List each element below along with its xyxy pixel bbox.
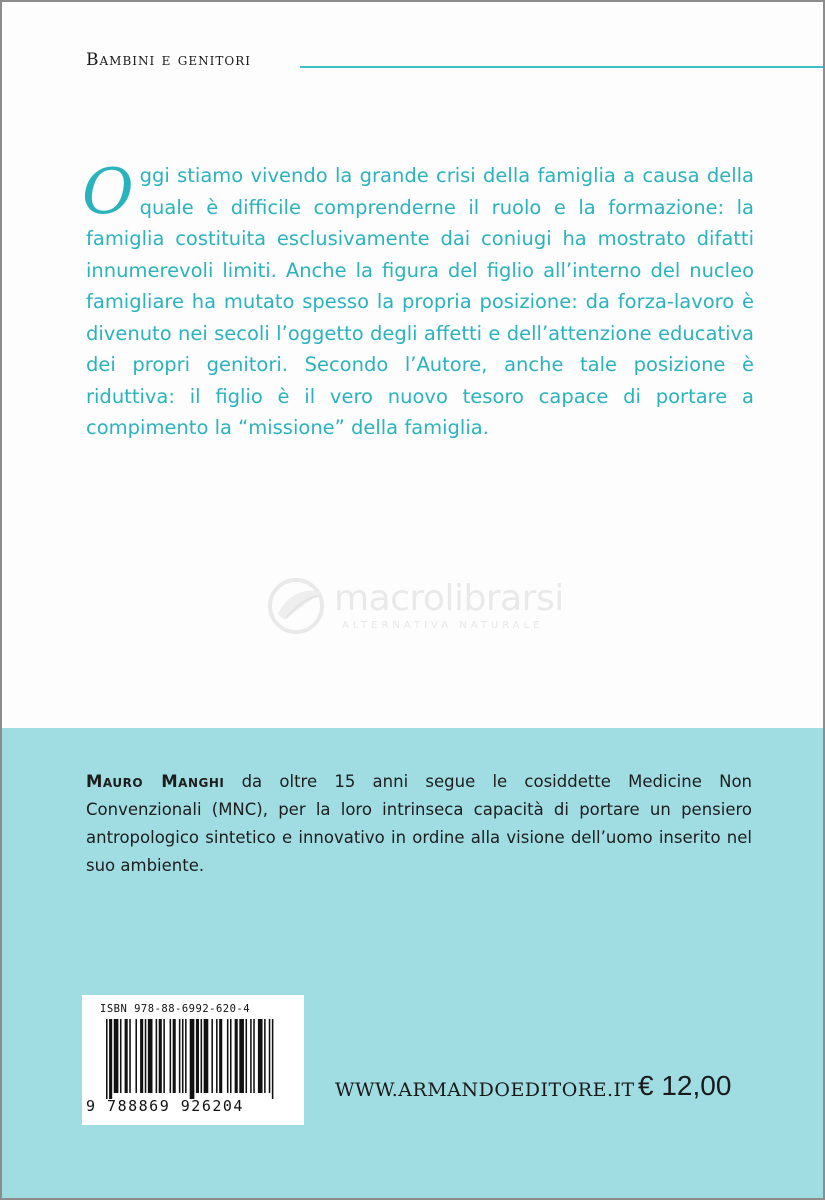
barcode-bar xyxy=(148,1019,153,1093)
barcode-bar xyxy=(239,1019,244,1093)
barcode-bar xyxy=(258,1019,263,1093)
drop-cap: O xyxy=(82,155,134,228)
barcode-bar xyxy=(272,1019,274,1099)
watermark-tagline: ALTERNATIVA NATURALE xyxy=(342,620,544,631)
barcode-bar xyxy=(216,1019,218,1093)
barcode-bar xyxy=(185,1019,187,1093)
barcode-bar xyxy=(163,1019,165,1093)
watermark-name: macrolibrarsi xyxy=(334,578,564,619)
barcode-bar xyxy=(182,1019,184,1093)
barcode-bar xyxy=(201,1019,203,1093)
barcode-bar xyxy=(227,1019,229,1093)
author-bio xyxy=(86,768,752,880)
barcode-bar xyxy=(129,1019,131,1093)
leaf-circle-icon xyxy=(264,574,328,638)
barcode-bar xyxy=(250,1019,252,1093)
barcode-bar xyxy=(253,1019,255,1093)
barcode-bar xyxy=(190,1019,195,1099)
series-rule xyxy=(300,66,824,68)
barcode-bar xyxy=(109,1019,112,1099)
barcode-bar xyxy=(135,1019,137,1093)
barcode-bar xyxy=(179,1019,181,1093)
barcode-bar xyxy=(120,1019,122,1093)
barcode-bars xyxy=(106,1019,282,1099)
barcode xyxy=(82,995,304,1125)
barcode-bar xyxy=(269,1019,271,1093)
barcode-bar xyxy=(196,1019,199,1093)
barcode-bar xyxy=(125,1019,128,1093)
barcode-bar xyxy=(219,1019,222,1093)
barcode-bar xyxy=(230,1019,232,1093)
author-name: Mauro Manghi xyxy=(86,772,225,791)
barcode-bar xyxy=(173,1019,176,1093)
author-bio-text: da oltre 15 anni segue le cosiddette Medicine Non Convenzionali (MNC), per la loro intrinseca capacità di portare un pensiero antropologico sintetico e innovativo in ordine alla visione dell’uomo inserito nel suo ambiente. xyxy=(86,772,753,875)
barcode-bar xyxy=(106,1019,108,1099)
price: € 12,00 xyxy=(638,1070,732,1101)
barcode-bar xyxy=(159,1019,162,1093)
barcode-bar xyxy=(211,1019,213,1093)
barcode-bar xyxy=(235,1019,238,1093)
barcode-bar xyxy=(156,1019,158,1093)
barcode-bar xyxy=(114,1019,119,1093)
isbn-label: ISBN 978-88-6992-620-4 xyxy=(100,1003,251,1015)
barcode-bar xyxy=(140,1019,143,1093)
barcode-bar xyxy=(145,1019,147,1093)
barcode-bar xyxy=(204,1019,209,1093)
watermark xyxy=(264,568,574,648)
barcode-bar xyxy=(264,1019,266,1093)
blurb-paragraph xyxy=(82,155,754,444)
blurb-text: ggi stiamo vivendo la grande crisi della famiglia a causa della quale è difficile comprenderne il ruolo e la formazione: la famiglia costituita esclusivamente dai coniugi ha mostrato difatti innumerevoli limiti. Anche la figura del figlio all’interno del nucleo famigliare ha mutato spesso la propria posizione: da forza-lavoro è divenuto nei secoli l’oggetto degli affetti e dell’attenzione educativa dei propri genitori. Secondo l’Autore, anche tale posizione è riduttiva: il figlio è il vero nuovo tesoro capace di portare a compimento la “missione” della famiglia. xyxy=(86,164,754,439)
barcode-number: 9 788869 926204 xyxy=(86,1097,244,1115)
barcode-bar xyxy=(246,1019,248,1093)
series-label: Bambini e genitori xyxy=(86,50,252,70)
barcode-bar xyxy=(170,1019,172,1093)
publisher-website: WWW.ARMANDOEDITORE.IT xyxy=(335,1079,635,1101)
